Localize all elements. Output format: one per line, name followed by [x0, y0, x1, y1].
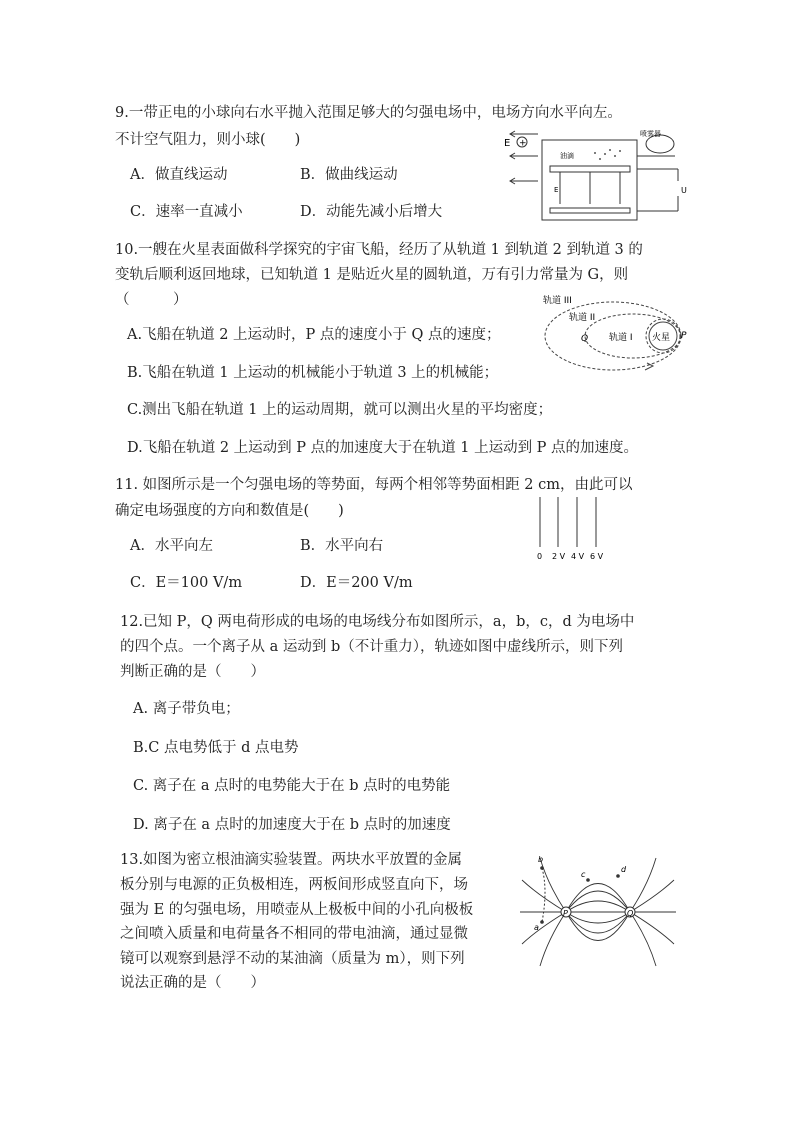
q13-line-1: 13.如图为密立根油滴实验装置。两块水平放置的金属 [120, 852, 463, 868]
q9-option-b: B．做曲线运动 [300, 167, 398, 183]
q9-option-d: D．动能先减小后增大 [300, 204, 443, 220]
orbit-point-q: Q [581, 334, 589, 344]
q12-option-d: D. 离子在 a 点时的加速度大于在 b 点时的加速度 [133, 817, 451, 833]
field-lines-figure [518, 850, 678, 972]
q9-option-a: A．做直线运动 [130, 167, 228, 183]
q13-line-3: 强为 E 的匀强电场，用喷壶从上极板中间的小孔向极板 [120, 902, 474, 918]
q9-line-1: 9.一带正电的小球向右水平抛入范围足够大的匀强电场中，电场方向水平向左。 [115, 105, 622, 121]
q11-line-2: 确定电场强度的方向和数值是( ) [115, 503, 344, 519]
q12-line-1: 12.已知 P，Q 两电荷形成的电场的电场线分布如图所示，a，b，c，d 为电场中 [120, 614, 635, 630]
equipotential-label-2: 4 V [571, 552, 585, 561]
millikan-plus-sign: + [519, 138, 527, 149]
equipotential-figure [530, 495, 615, 565]
equipotential-label-3: 6 V [590, 552, 604, 561]
q12-option-a: A. 离子带负电； [133, 701, 240, 717]
q10-option-d: D.飞船在轨道 2 上运动到 P 点的加速度大于在轨道 1 上运动到 P 点的加速度。 [127, 440, 639, 456]
q9-line-2: 不计空气阻力，则小球( ) [115, 132, 301, 148]
millikan-plate-e-label: E [554, 186, 559, 194]
q11-line-1: 11. 如图所示是一个匀强电场的等势面，每两个相邻等势面相距 2 cm，由此可以 [115, 477, 633, 493]
orbit-1-label: 轨道 I [609, 333, 633, 343]
q13-line-5: 镜可以观察到悬浮不动的某油滴（质量为 m），则下列 [120, 951, 465, 967]
q10-line-1: 10.一艘在火星表面做科学探究的宇宙飞船，经历了从轨道 1 到轨道 2 到轨道 3 的 [115, 242, 643, 258]
q10-option-c: C.测出飞船在轨道 1 上的运动周期，就可以测出火星的平均密度； [127, 402, 553, 418]
q12-option-b: B.C 点电势低于 d 点电势 [133, 740, 299, 756]
millikan-e-label: E [504, 138, 511, 149]
q11-option-d: D．E＝200 V/m [300, 575, 413, 591]
q13-line-2: 板分别与电源的正负极相连，两板间形成竖直向下，场 [120, 877, 468, 893]
q10-option-b: B.飞船在轨道 1 上运动的机械能小于轨道 3 上的机械能； [127, 365, 499, 381]
planet-mars-label: 火星 [652, 333, 671, 343]
orbit-figure [535, 288, 695, 376]
q9-option-c: C．速率一直减小 [130, 204, 243, 220]
point-a-label: a [534, 923, 539, 932]
q12-line-3: 判断正确的是（ ） [120, 664, 265, 680]
millikan-oil-label: 油滴 [560, 152, 574, 160]
q10-line-3: （ ） [115, 292, 188, 308]
equipotential-label-1: 2 V [552, 552, 566, 561]
q13-line-4: 之间喷入质量和电荷量各不相同的带电油滴，通过显微 [120, 926, 468, 942]
q11-option-b: B．水平向右 [300, 538, 384, 554]
orbit-point-p: P [681, 331, 687, 341]
point-b-label: b [538, 855, 544, 864]
orbit-3-label: 轨道 III [543, 296, 572, 306]
q12-line-2: 的四个点。一个离子从 a 运动到 b（不计重力），轨迹如图中虚线所示，则下列 [120, 639, 624, 655]
point-c-label: c [581, 870, 586, 879]
millikan-u-label: U [681, 186, 687, 195]
q11-option-c: C．E＝100 V/m [130, 575, 243, 591]
q10-option-a: A.飞船在轨道 2 上运动时，P 点的速度小于 Q 点的速度； [127, 327, 501, 343]
q13-line-6: 说法正确的是（ ） [120, 975, 265, 991]
q10-line-2: 变轨后顺利返回地球，已知轨道 1 是贴近火星的圆轨道，万有引力常量为 G，则 [115, 267, 629, 283]
charge-q-label: Q [627, 909, 634, 918]
orbit-2-label: 轨道 II [569, 313, 596, 323]
millikan-apparatus-figure [500, 126, 692, 226]
equipotential-label-0: 0 [537, 552, 543, 561]
q12-option-c: C. 离子在 a 点时的电势能大于在 b 点时的电势能 [133, 778, 451, 794]
millikan-sprayer-label: 喷雾器 [640, 130, 661, 138]
charge-p-label: P [563, 909, 568, 918]
point-d-label: d [621, 865, 627, 874]
q11-option-a: A．水平向左 [130, 538, 213, 554]
